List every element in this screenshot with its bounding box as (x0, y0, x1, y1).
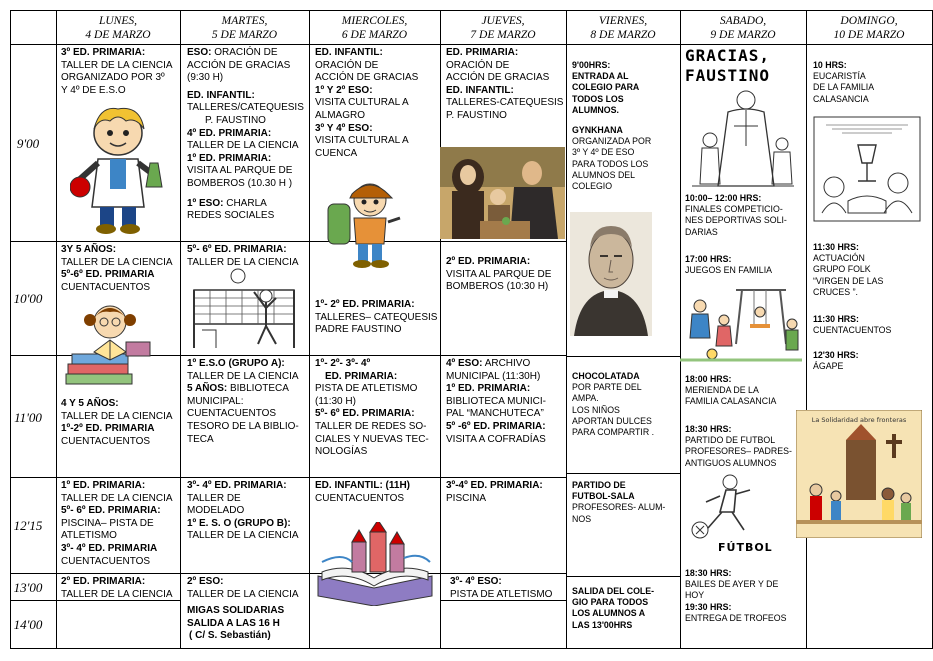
solidarity-poster (796, 410, 922, 538)
time-label: 14'00 (13, 617, 43, 632)
col-divider (309, 10, 310, 648)
tuesday-activity: MIGAS SOLIDARIAS SALIDA A LAS 16 H ( C/ S. Sebastián) (187, 605, 285, 642)
row-divider (566, 576, 680, 577)
portrait-illustration (570, 212, 652, 336)
wednesday-activity: ED. INFANTIL: ORACIÓN DE ACCIÓN DE GRACIAS 1º Y 2º ESO: VISITA CULTURAL A ALMAGRO 3º Y 4º ESO: VISITA CULTURAL A CUENCA (315, 47, 419, 159)
monday-activity: 3º ED. PRIMARIA: TALLER DE LA CIENCIA ORGANIZADO POR 3º Y 4º DE E.S.O (61, 47, 173, 96)
thursday-activity: 2º ED. PRIMARIA: VISITA AL PARQUE DE BOMBEROS (10:30 H) (446, 256, 552, 293)
wednesday-activity: 1º- 2º ED. PRIMARIA: TALLERES– CATEQUESIS PADRE FAUSTINO (315, 299, 438, 336)
row-divider (10, 241, 566, 242)
scientist-kid-illustration (70, 103, 166, 235)
monday-activity: 1º ED. PRIMARIA: TALLER DE LA CIENCIA 5º- 6º ED. PRIMARIA: PISCINA– PISTA DE ATLETISMO 3º- 4º ED. PRIMARIA CUENTACUENTOS (61, 480, 173, 567)
col-divider (180, 10, 181, 648)
day-header-monday: LUNES, 4 DE MARZO (85, 15, 151, 41)
reading-girl-illustration (64, 302, 156, 388)
time-label: 12'15 (13, 518, 43, 533)
thursday-activity: ED. PRIMARIA: ORACIÓN DE ACCIÓN DE GRACIAS ED. INFANTIL: TALLERES-CATEQUESIS P. FAUSTINO (446, 47, 564, 121)
tuesday-activity: 1º E.S.O (GRUPO A): TALLER DE LA CIENCIA 5 AÑOS: BIBLIOTECA MUNICIPAL: CUENTACUENTOS TESORO DE LA BIBLIO- TECA (187, 358, 299, 445)
friday-activity: PARTIDO DE FUTBOL-SALA PROFESORES- ALUM- NOS (572, 480, 666, 524)
painting-illustration (440, 147, 565, 239)
day-header-thursday: JUEVES, 7 DE MARZO (470, 15, 536, 41)
monday-activity: 3Y 5 AÑOS: TALLER DE LA CIENCIA 5º-6º ED. PRIMARIA CUENTACUENTOS (61, 244, 173, 293)
saturday-activity: 18:30 HRS: PARTIDO DE FUTBOL PROFESORES– PADRES- ANTIGUOS ALUMNOS (685, 424, 792, 468)
tuesday-activity: 5º- 6º ED. PRIMARIA: TALLER DE LA CIENCIA (187, 244, 299, 268)
tuesday-activity: 2º ESO: TALLER DE LA CIENCIA (187, 576, 299, 600)
col-divider (440, 10, 441, 648)
friday-activity: 9'00HRS: ENTRADA AL COLEGIO PARA TODOS LOS ALUMNOS. GYNKHANA ORGANIZADA POR 3º Y 4º DE ESO PARA TODOS LOS ALUMNOS DEL COLEGIO (572, 60, 652, 192)
col-divider (56, 10, 57, 648)
table-border-bottom (10, 648, 933, 649)
row-divider (566, 356, 680, 357)
day-header-wednesday: MIERCOLES, 6 DE MARZO (341, 15, 408, 41)
storybook-castle-illustration (312, 522, 438, 606)
sunday-activity: 10 HRS: EUCARISTÍA DE LA FAMILIA CALASANCIA (813, 60, 875, 104)
table-border-top (10, 10, 933, 11)
time-label: 9'00 (16, 136, 40, 151)
table-border-left (10, 10, 11, 648)
saturday-activity: 17:00 HRS: JUEGOS EN FAMILIA (685, 254, 773, 276)
gracias-faustino-title: GRACIAS, FAUSTINO (685, 46, 771, 85)
row-divider (566, 473, 680, 474)
day-header-tuesday: MARTES, 5 DE MARZO (211, 15, 278, 41)
day-header-friday: VIERNES, 8 DE MARZO (590, 15, 656, 41)
row-divider (10, 477, 566, 478)
saturday-activity: 10:00– 12:00 HRS: FINALES COMPETICIO- NES DEPORTIVAS SOLI- DARIAS (685, 193, 787, 237)
thursday-activity: 3º-4º ED. PRIMARIA: PISCINA (446, 480, 543, 504)
day-header-sunday: DOMINGO, 10 DE MARZO (833, 15, 905, 41)
tuesday-activity: ESO: ORACIÓN DE ACCIÓN DE GRACIAS (9:30 H) ED. INFANTIL: TALLERES/CATEQUESIS P. FAUSTINO 4º ED. PRIMARIA: TALLER DE LA CIENCIA 1º ED. PRIMARIA: VISITA AL PARQUE DE BOMBEROS (10.30 H ) 1º ESO: CHARLA REDES SOCIALES (187, 47, 304, 222)
eucharist-drawing (812, 115, 922, 223)
monday-activity: 4 Y 5 AÑOS: TALLER DE LA CIENCIA 1º-2º ED. PRIMARIA CUENTACUENTOS (61, 398, 173, 447)
saturday-activity: 18:00 HRS: MERIENDA DE LA FAMILIA CALASANCIA (685, 374, 777, 407)
col-divider (566, 10, 567, 648)
friday-activity: CHOCOLATADA POR PARTE DEL AMPA. LOS NIÑOS APORTAN DULCES PARA COMPARTIR . (572, 371, 655, 438)
monday-activity: 2º ED. PRIMARIA: TALLER DE LA CIENCIA (61, 576, 173, 600)
volleyball-illustration (190, 268, 302, 350)
time-label: 10'00 (13, 291, 43, 306)
tuesday-activity: 3º- 4º ED. PRIMARIA: TALLER DE MODELADO 1º E. S. O (GRUPO B): TALLER DE LA CIENCIA (187, 480, 299, 542)
thursday-activity: 4º ESO: ARCHIVO MUNICIPAL (11:30H) 1º ED. PRIMARIA: BIBLIOTECA MUNICI- PAL “MANCHUTECA” 5º -6º ED. PRIMARIA: VISITA A COFRADÍAS (446, 358, 547, 445)
poster-caption: La Solidaridad abre fronteras (811, 416, 907, 424)
time-label: 11'00 (14, 410, 42, 425)
wednesday-activity: 1º- 2º- 3º- 4º ED. PRIMARIA: PISTA DE ATLETISMO (11:30 H) 5º- 6º ED. PRIMARIA: TALLER DE REDES SO- CIALES Y NUEVAS TEC- NOLOGÍAS (315, 358, 429, 458)
football-player-drawing (690, 472, 766, 542)
day-header-saturday: SABADO, 9 DE MARZO (710, 15, 776, 41)
sunday-activity: 11:30 HRS: ACTUACIÓN GRUPO FOLK “VIRGEN DE LAS CRUCES ”. (813, 242, 884, 297)
family-games-illustration (680, 284, 802, 364)
wednesday-activity: ED. INFANTIL: (11H) CUENTACUENTOS (315, 480, 411, 504)
friday-activity: SALIDA DEL COLE- GIO PARA TODOS LOS ALUMNOS A LAS 13'00HRS (572, 586, 655, 630)
priest-with-children-drawing (688, 86, 798, 190)
thursday-activity: 3º- 4º ESO: PISTA DE ATLETISMO (450, 576, 553, 600)
col-divider (806, 10, 807, 648)
futbol-label: FÚTBOL (718, 541, 773, 554)
sunday-activity: 11:30 HRS: CUENTACUENTOS (813, 314, 892, 336)
saturday-activity: 18:30 HRS: BAILES DE AYER Y DE HOY 19:30 HRS: ENTREGA DE TROFEOS (685, 568, 787, 623)
hiker-kid-illustration (322, 178, 406, 270)
row-divider (10, 573, 566, 574)
header-divider (10, 44, 933, 45)
time-label: 13'00 (13, 580, 43, 595)
sunday-activity: 12'30 HRS: ÁGAPE (813, 350, 859, 372)
